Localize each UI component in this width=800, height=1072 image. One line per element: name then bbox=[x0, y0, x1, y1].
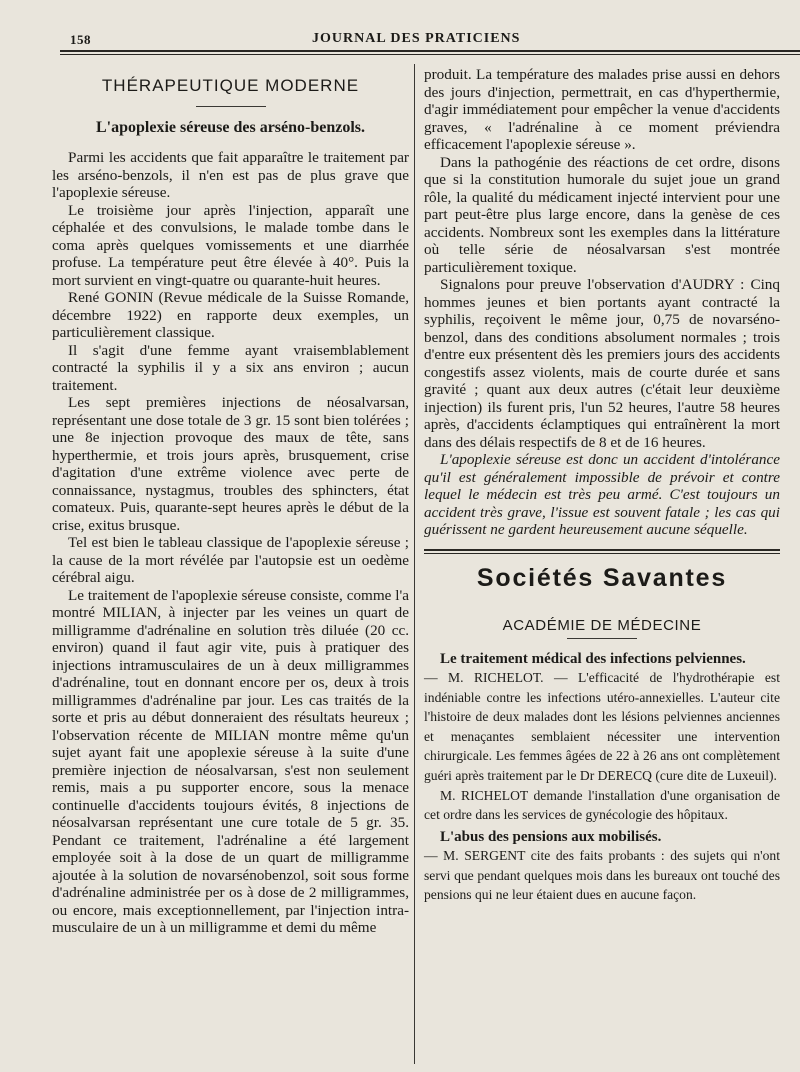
article-title: L'apoplexie séreuse des arséno-benzols. bbox=[95, 119, 366, 136]
societes-rule bbox=[424, 549, 780, 551]
left-column bbox=[52, 66, 409, 937]
societes-title: Sociétés Savantes bbox=[476, 563, 728, 592]
paragraph: Tel est bien le tableau classique de l'apoplexie séreuse ; la cause de la mort révélée par l'autopsie est un oedème cérébral aigu. bbox=[52, 534, 409, 586]
item-title: L'abus des pensions aux mobilisés. bbox=[440, 828, 662, 845]
item-text: M. RICHELOT demande l'installation d'une organisation de cet ordre dans les services de gynécologie des hôpitaux. bbox=[424, 787, 780, 823]
academie-rule bbox=[567, 638, 637, 639]
right-column bbox=[424, 66, 780, 905]
paragraph: Le troisième jour après l'injection, apparaît une céphalée et des convulsions, le malade tombe dans le coma après quelques vomissements et une diarrhée profuse. La température peut être élevée à 40°. Puis la mort survient en vingt-quatre ou quarante-huit heures. bbox=[52, 201, 409, 289]
page-number: 158 bbox=[70, 32, 91, 47]
section-rule bbox=[196, 106, 266, 107]
paragraph: Parmi les accidents que fait apparaître le traitement par les arséno-benzols, il n'en est pas de plus grave que l'apoplexie séreuse. bbox=[52, 149, 409, 201]
section-title: THÉRAPEUTIQUE MODERNE bbox=[101, 76, 360, 95]
header-rule-thin bbox=[60, 54, 800, 55]
societes-rule-thin bbox=[424, 553, 780, 554]
item-text: — M. RICHELOT. — L'efficacité de l'hydrothérapie est indéniable contre les infections utéro-annexielles. L'auteur cite l'histoire de deux malades dont les lésions pelviennes anciennes et menaçantes semblaient nécessiter une intervention chirurgicale. Les femmes âgées de 22 à 26 ans ont complètement guéri après traitement par le Dr DERECQ (cure dite de Luxeuil). bbox=[424, 670, 780, 783]
conclusion-paragraph: L'apoplexie séreuse est donc un accident d'intolérance qu'il est généralement impossible de prévoir et contre lequel le médecin est très peu armé. C'est toujours un accident très grave, l'issue est souvent fatale ; les cas qui guérissent ne gardent heureusement aucune séquelle. bbox=[424, 451, 780, 538]
academie-title: ACADÉMIE DE MÉDECINE bbox=[502, 616, 702, 634]
item-title: Le traitement médical des infections pelviennes. bbox=[440, 650, 746, 667]
item-text: — M. SERGENT cite des faits probants : des sujets qui n'ont servi que pendant quelques mois dans les bureaux ont touché des pensions qui ne leur étaient dues en aucune façon. bbox=[424, 848, 780, 903]
journal-title: JOURNAL DES PRATICIENS bbox=[312, 31, 521, 46]
header-rule bbox=[60, 50, 800, 52]
paragraph: Les sept premières injections de néosalvarsan, représentant une dose totale de 3 gr. 15 sont bien tolérées ; une 8e injection provoque des maux de tête, sans hyperthermie, et trois jours après, brusquement, crise d'agitation d'une extrême violence avec perte de connaissance, nystagmus, troubles des sphincters, état comateux. Puis, quarante-sept heures après le début de la crise, exitus brusque. bbox=[52, 394, 409, 534]
paragraph: Signalons pour preuve l'observation d'AUDRY : Cinq hommes jeunes et bien portants ayant contracté la syphilis, reçoivent le même jour, 0,75 de novarséno-benzol, dans des conditions absolument normales ; trois d'entre eux présentent dès les premiers jours des accidents congestifs assez violents, mais de courte durée et sans gravité ; quant aux deux autres (c'était leur deuxième injection) ils furent pris, l'un 52 heures, l'autre 58 heures après, d'accidents éclamptiques qui entraînèrent la mort dans des délais respectifs de 8 et de 16 heures. bbox=[424, 276, 780, 451]
column-divider bbox=[414, 64, 415, 1064]
paragraph: Le traitement de l'apoplexie séreuse consiste, comme l'a montré MILIAN, à injecter par les veines un quart de milligramme d'adrénaline en solution très diluée (20 cc. environ) quand il faut agir vite, puis à pratiquer des injections intramusculaires de un à deux milligrammes d'adrénaline, tout en donnant encore per os, deux à trois milligrammes d'adrénaline par jour. Les cas traités de la sorte et pris au début donneraient des résultats heureux ; l'observation récente de MILIAN montre même qu'un sujet ayant fait une apoplexie séreuse à la suite d'une première injection de néosalvarsan, s'est non seulement remis, mais a pu supporter encore, sous la menace continuelle d'accidents toujours évités, 8 injections de néosalvarsan représentant une cure totale de 5 gr. 35. Pendant ce traitement, l'adrénaline a été largement employée soit à la dose de un quart de milligramme ajoutée à la solution de novarsénobenzol, soit sous forme d'adrénaline administrée per os à dose de 2 milligrammes, ou encore, mais exceptionnellement, par l'injection intra-musculaire de un à un milligramme et demi du même bbox=[52, 586, 409, 936]
paragraph: Dans la pathogénie des réactions de cet ordre, disons que si la constitution humorale du sujet joue un grand rôle, la qualité du médicament injecté intervient pour une part peut-être plus large encore, dans la genèse de ces accidents. Nombreux sont les exemples dans la littérature où telle série de néosalvarsan s'est montrée particulièrement toxique. bbox=[424, 153, 780, 276]
paragraph: René GONIN (Revue médicale de la Suisse Romande, décembre 1922) en rapporte deux exemples, un particulièrement classique. bbox=[52, 289, 409, 341]
paragraph: Il s'agit d'une femme ayant vraisemblablement contracté la syphilis il y a six ans environ ; aucun traitement. bbox=[52, 341, 409, 394]
paragraph: produit. La température des malades prise aussi en dehors des jours d'injection, permettrait, en cas d'hyperthermie, d'agir immédiatement pour empêcher la venue d'accidents graves, « l'adrénaline à ce moment préviendra efficacement l'apoplexie séreuse ». bbox=[424, 66, 780, 153]
